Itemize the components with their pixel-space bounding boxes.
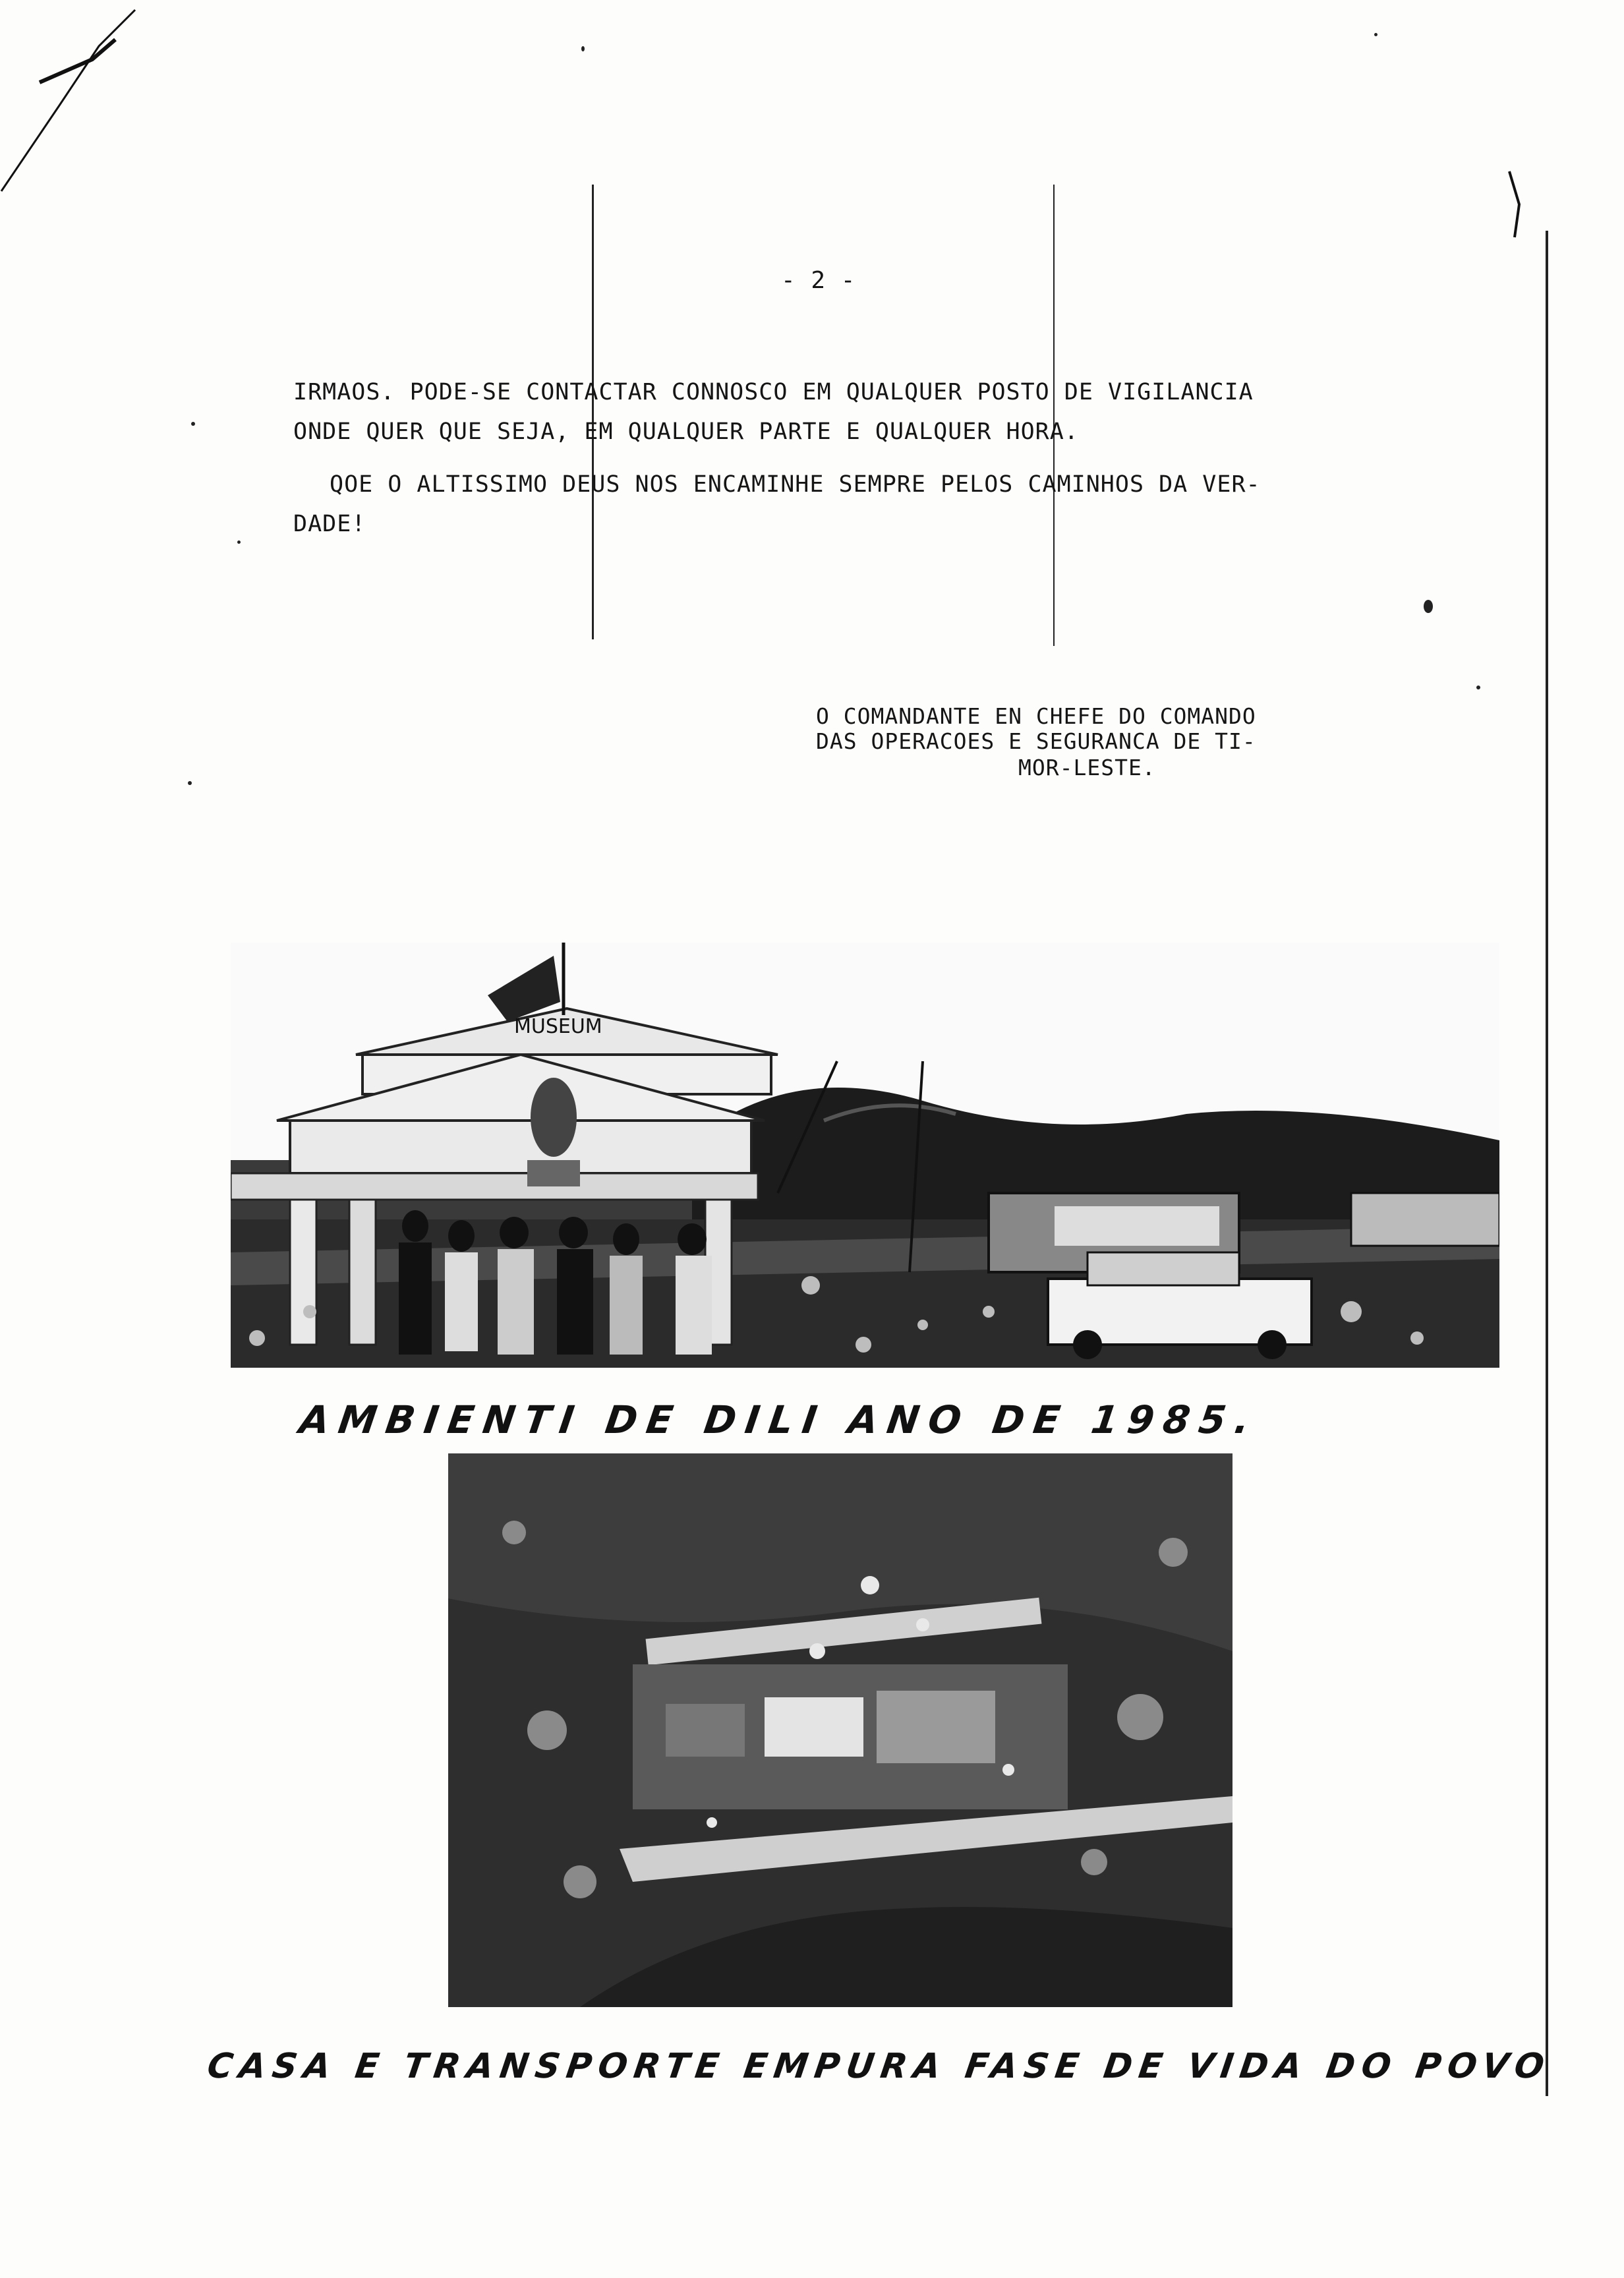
speck bbox=[191, 422, 195, 426]
speck bbox=[237, 540, 241, 544]
museum-sign: MUSEUM bbox=[514, 1015, 602, 1038]
page-number: - 2 - bbox=[781, 267, 856, 294]
body-line-3: QOE O ALTISSIMO DEUS NOS ENCAMINHE SEMPRE PELOS CAMINHOS DA VER- bbox=[330, 471, 1261, 498]
photo-annotation-line-1: O COMANDANTE EN CHEFE DO COMANDO bbox=[816, 703, 1256, 729]
speck bbox=[1476, 686, 1480, 689]
photo-annotation-line-3: MOR-LESTE. bbox=[1018, 755, 1156, 780]
body-line-2: ONDE QUER QUE SEJA, EM QUALQUER PARTE E QUALQUER HORA. bbox=[293, 419, 1079, 445]
edge-bracket-mark bbox=[1496, 165, 1536, 244]
caption-ambient-dili: AMBIENTI DE DILI ANO DE 1985. bbox=[297, 1397, 1262, 1442]
photo-aerial-view bbox=[448, 1453, 1232, 2007]
body-line-1: IRMAOS. PODE-SE CONTACTAR CONNOSCO EM QUALQUER POSTO DE VIGILANCIA bbox=[293, 379, 1254, 405]
caption-casa-transporte: CASA E TRANSPORTE EMPURA FASE DE VIDA DO POVO bbox=[204, 2047, 1553, 2086]
speck bbox=[581, 46, 585, 51]
corner-scratch-mark bbox=[0, 0, 145, 198]
photo-museum-scene bbox=[231, 943, 1499, 1368]
right-edge-line bbox=[1546, 231, 1548, 2096]
speck bbox=[188, 781, 192, 785]
speck bbox=[1424, 600, 1433, 613]
scan-line-2 bbox=[1053, 185, 1055, 646]
photo-annotation-line-2: DAS OPERACOES E SEGURANCA DE TI- bbox=[816, 728, 1256, 754]
body-line-4: DADE! bbox=[293, 511, 366, 537]
scan-line-1 bbox=[592, 185, 594, 639]
speck bbox=[1374, 33, 1378, 36]
